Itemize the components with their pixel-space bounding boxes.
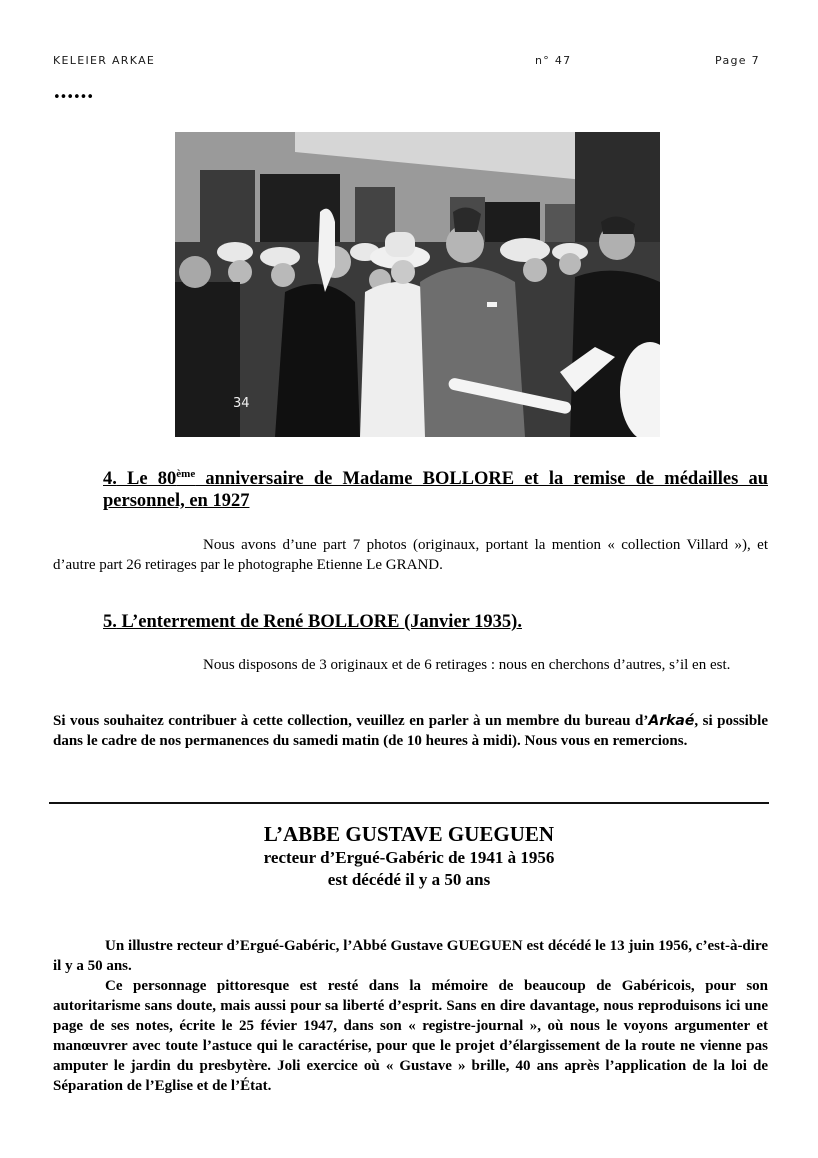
section-5-title: L’enterrement de René BOLLORE (Janvier 1935). xyxy=(116,612,522,632)
page-number: Page 7 xyxy=(715,54,760,67)
publication-name: KELEIER ARKAE xyxy=(53,54,156,67)
section-5-heading xyxy=(103,611,768,633)
article-title: L’ABBE GUSTAVE GUEGUEN xyxy=(263,822,555,846)
article-subtitle-2: est décédé il y a 50 ans xyxy=(327,870,491,889)
section-4-title-superscript: ème xyxy=(176,467,196,480)
arkae-brand-name: Arkaé xyxy=(648,713,695,729)
section-4-number: 4. xyxy=(103,469,117,489)
section-4-paragraph: Nous avons d’une part 7 photos (originaux, portant la mention « collection Villard »), et d’autre part 26 retirages par le photographe Etienne Le GRAND. xyxy=(53,537,768,573)
ornament-dots: •••••• xyxy=(53,90,94,105)
section-divider xyxy=(49,802,769,804)
photo-number-mark: 34 xyxy=(233,396,250,411)
appeal-text-before: Si vous souhaitez contribuer à cette collection, veuillez en parler à un membre du bureau d’ xyxy=(53,713,649,729)
section-4-title-pre: Le 80 xyxy=(116,469,177,489)
appeal-text-after: , si possible dans le cadre de nos permanences du samedi matin (de 10 heures à midi). Nous vous en remercions. xyxy=(53,713,768,749)
article-paragraph-1: Un illustre recteur d’Ergué-Gabéric, l’Abbé Gustave GUEGUEN est décédé le 13 juin 1956, c’est-à-dire il y a 50 ans. xyxy=(53,938,768,974)
section-5-number: 5. xyxy=(103,612,117,632)
historical-photo xyxy=(175,132,660,437)
issue-number: n° 47 xyxy=(535,54,572,67)
section-4-heading xyxy=(103,468,768,512)
section-4-title-post: anniversaire de Madame BOLLORE et la remise de médailles au personnel, en 1927 xyxy=(103,469,768,511)
contribution-appeal xyxy=(53,711,768,751)
article-subtitle-1: recteur d’Ergué-Gabéric de 1941 à 1956 xyxy=(263,848,555,867)
photo-illustration xyxy=(175,132,660,437)
article-paragraph-2: Ce personnage pittoresque est resté dans la mémoire de beaucoup de Gabéricois, pour son autoritarisme sans doute, mais aussi pour sa liberté d’esprit. Sans en dire davantage, nous reproduisons ici une page de ses notes, écrite le 25 févier 1947, dans son « registre-journal », où nous le voyons argumenter et manœuvrer avec toute l’astuce qui le caractérise, pour que le projet d’élargissement de la route ne vienne pas amputer le jardin du presbytère. Joli exercice où « Gustave » brille, 40 ans après l’application de la loi de Séparation de l’Eglise et de l’État. xyxy=(53,978,768,1094)
section-5-paragraph: Nous disposons de 3 originaux et de 6 retirages : nous en cherchons d’autres, s’il en est. xyxy=(203,657,731,673)
